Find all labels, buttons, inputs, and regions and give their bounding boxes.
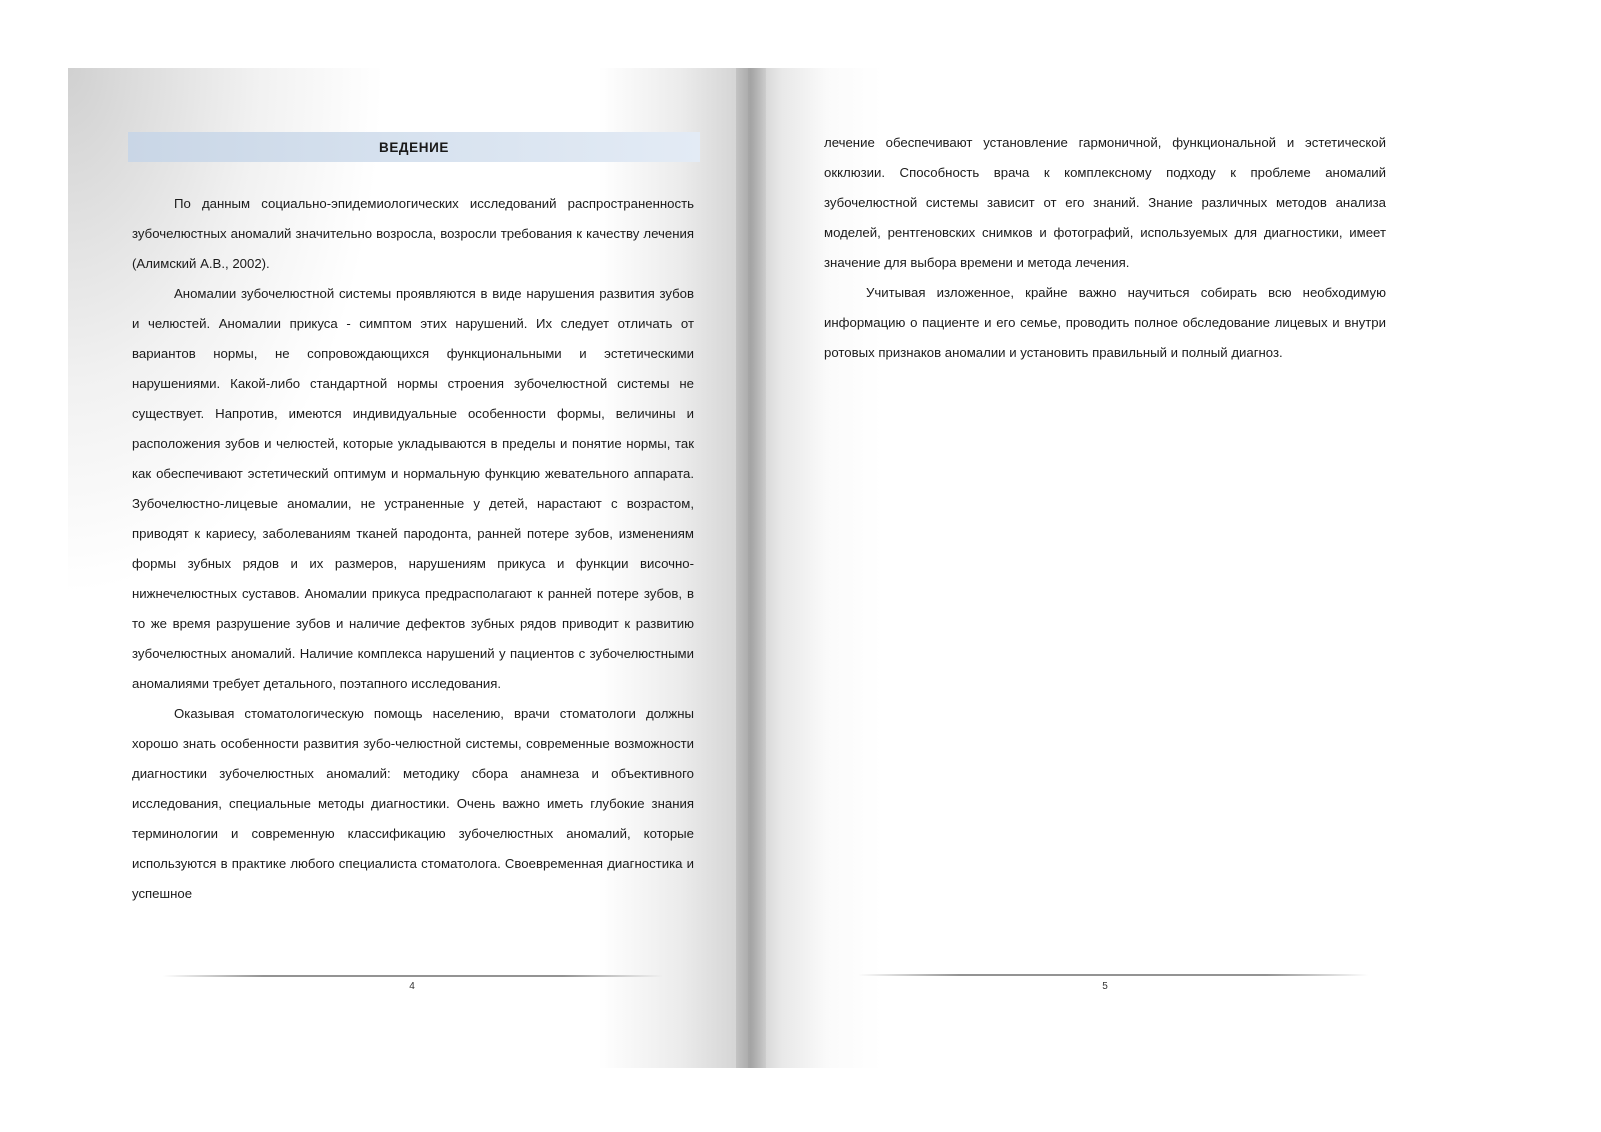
- chapter-heading: ВЕДЕНИЕ: [378, 139, 450, 155]
- paragraph: По данным социально-эпидемиологических исследований распространенность зубочелюстных аномалий значительно возросла, возросли требования к качеству лечения (Алимский А.В., 2002).: [132, 196, 694, 271]
- book-gutter: [736, 68, 766, 1068]
- left-page-body: [132, 189, 694, 909]
- chapter-heading-bar: [128, 132, 700, 162]
- right-page: [748, 68, 1418, 1068]
- page-number: 4: [409, 981, 415, 992]
- footer-divider: [858, 974, 1368, 976]
- paragraph: Учитывая изложенное, крайне важно научиться собирать всю необходимую информацию о пациенте и его семье, проводить полное обследование лицевых и внутри ротовых признаков аномалии и установить правильный и полный диагноз.: [824, 285, 1386, 360]
- page-number: 5: [1102, 981, 1108, 992]
- paragraph: Аномалии зубочелюстной системы проявляются в виде нарушения развития зубов и челюстей. Аномалии прикуса - симптом этих нарушений. Их следует отличать от вариантов нормы, не сопровождающихся функциональными и эстетическими нарушениями. Какой-либо стандартной нормы строения зубочелюстной системы не существует. Напротив, имеются индивидуальные особенности формы, величины и расположения зубов и челюстей, которые укладываются в пределы и понятие нормы, так как обеспечивают эстетический оптимум и нормальную функцию жевательного аппарата. Зубочелюстно-лицевые аномалии, не устраненные у детей, нарастают с возрастом, приводят к кариесу, заболеваниям тканей пародонта, ранней потере зубов, изменениям формы зубных рядов и их размеров, нарушениям прикуса и функции височно-нижнечелюстных суставов. Аномалии прикуса предрасполагают к ранней потере зубов, в то же время разрушение зубов и наличие дефектов зубных рядов приводит к развитию зубочелюстных аномалий. Наличие комплекса нарушений у пациентов с зубочелюстными аномалиями требует детального, поэтапного исследования.: [132, 286, 694, 691]
- paragraph: Оказывая стоматологическую помощь населению, врачи стоматологи должны хорошо знать особенности развития зубо-челюстной системы, современные возможности диагностики зубочелюстных аномалий: методику сбора анамнеза и объективного исследования, специальные методы диагностики. Очень важно иметь глубокие знания терминологии и современную классификацию зубочелюстных аномалий, которые используются в практике любого специалиста стоматолога. Своевременная диагностика и успешное: [132, 706, 694, 901]
- left-page: [68, 68, 748, 1068]
- right-page-body: [824, 128, 1386, 368]
- book-spread: [68, 68, 1418, 1068]
- footer-divider: [163, 975, 663, 977]
- paragraph-continuation: лечение обеспечивают установление гармоничной, функциональной и эстетической окклюзии. Способность врача к комплексному подходу к проблеме аномалий зубочелюстной системы зависит от его знаний. Знание различных методов анализа моделей, рентгеновских снимков и фотографий, используемых для диагностики, имеет значение для выбора времени и метода лечения.: [824, 135, 1386, 270]
